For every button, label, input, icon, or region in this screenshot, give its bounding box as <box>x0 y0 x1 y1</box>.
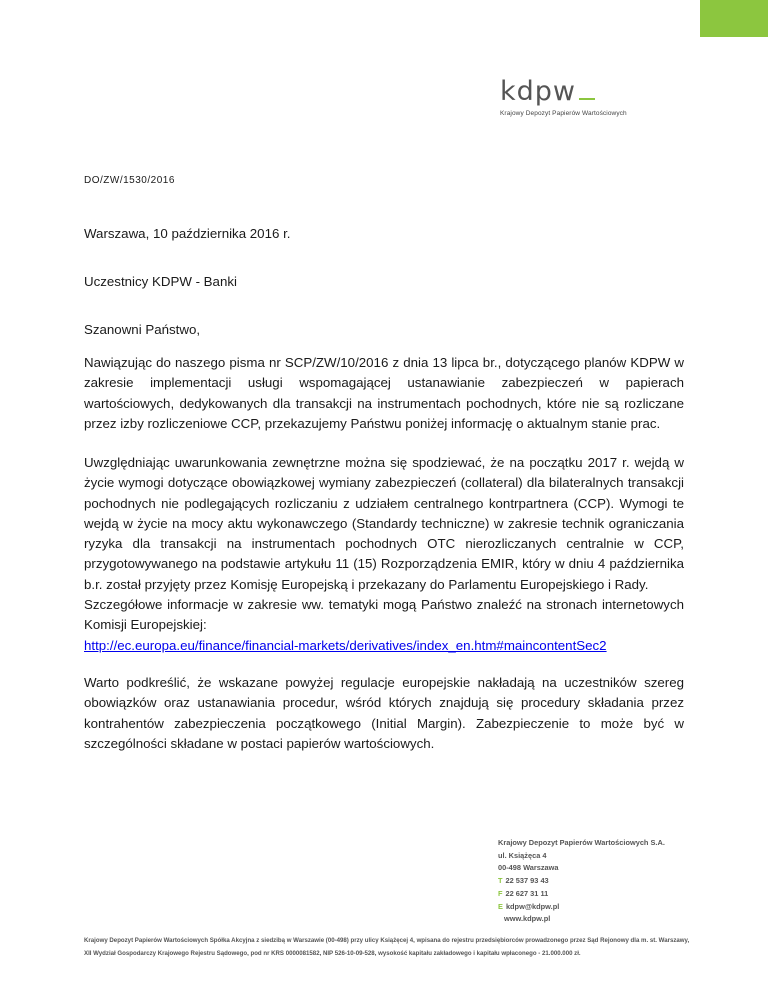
european-commission-link[interactable]: http://ec.europa.eu/finance/financial-markets/derivatives/index_en.htm#maincontentSec2 <box>84 637 607 653</box>
contact-email-line <box>498 901 665 914</box>
letter-addressee: Uczestnicy KDPW - Banki <box>84 274 237 289</box>
paragraph-2-info: Szczegółowe informacje w zakresie ww. tematyki mogą Państwo znaleźć na stronach internetowych Komisji Europejskiej: <box>84 597 684 633</box>
contact-company: Krajowy Depozyt Papierów Wartościowych S.A. <box>498 838 665 847</box>
letter-reference-number: DO/ZW/1530/2016 <box>84 175 175 186</box>
contact-block <box>498 837 665 926</box>
contact-fax-line <box>498 888 665 901</box>
paragraph-2-main: Uwzględniając uwarunkowania zewnętrzne można się spodziewać, że na początku 2017 r. wejdą w życie wymogi dotyczące obowiązkowej wymiany zabezpieczeń (collateral) dla bilateralnych transakcji pochodnych nie podlegających rozliczaniu z udziałem centralnego kontrpartnera (CCP). Wymogi te wejdą w życie na mocy aktu wykonawczego (Standardy techniczne) w zakresie technik ograniczania ryzyka dla transakcji na instrumentach pochodnych OTC nierozliczanych centralnie w CCP, przygotowywanego na podstawie artykułu 11 (15) Rozporządzenia EMIR, który w dniu 4 października b.r. został przyjęty przez Komisję Europejską i przekazany do Parlamentu Europejskiego i Rady. <box>84 455 684 592</box>
contact-email[interactable]: kdpw@kdpw.pl <box>505 901 560 911</box>
legal-footer <box>84 934 704 960</box>
logo-underscore-mark <box>579 98 595 100</box>
paragraph-1: Nawiązując do naszego pisma nr SCP/ZW/10/2016 z dnia 13 lipca br., dotyczącego planów KDPW w zakresie implementacji usługi wspomagającej ustanawianie zabezpieczeń w papierach wartościowych, dedykowanych dla transakcji na instrumentach pochodnych, które nie są rozliczane przez izby rozliczeniowe CCP, przekazujemy Państwu poniżej informację o aktualnym stanie prac. <box>84 355 684 431</box>
contact-street: ul. Książęca 4 <box>498 850 547 860</box>
letter-date: Warszawa, 10 października 2016 r. <box>84 226 291 241</box>
corner-accent-bar <box>700 0 768 37</box>
footer-line-2: XII Wydział Gospodarczy Krajowego Rejestru Sądowego, pod nr KRS 0000081582, NIP 526-10-09-528, wysokość kapitału zakładowego i kapitału wpłaconego - 21.000.000 zł. <box>84 950 581 957</box>
paragraph-2 <box>84 453 684 656</box>
logo-wordmark: kdpw <box>500 76 576 107</box>
contact-phone-line <box>498 875 665 888</box>
logo-tagline: Krajowy Depozyt Papierów Wartościowych <box>500 110 627 117</box>
footer-line-1: Krajowy Depozyt Papierów Wartościowych Spółka Akcyjna z siedzibą w Warszawie (00-498) przy ulicy Książęcej 4, wpisana do rejestru przedsiębiorców prowadzonego przez Sąd Rejonowy dla m. st. Warszawy, <box>84 937 690 944</box>
phone-label: T <box>498 876 503 886</box>
paragraph-3: Warto podkreślić, że wskazane powyżej regulacje europejskie nakładają na uczestników szereg obowiązków oraz ustanawiania procedur, wśród których znajdują się procedury składania przez kontrahentów zabezpieczenia początkowego (Initial Margin). Zabezpieczenie to może być w szczególności składane w postaci papierów wartościowych. <box>84 675 684 751</box>
letter-salutation: Szanowni Państwo, <box>84 322 201 337</box>
contact-fax: 22 627 31 11 <box>505 888 549 898</box>
fax-label: F <box>498 888 503 898</box>
kdpw-logo <box>500 78 627 117</box>
contact-postal: 00-498 Warszawa <box>498 863 559 873</box>
contact-phone: 22 537 93 43 <box>505 876 549 886</box>
contact-website[interactable]: www.kdpw.pl <box>504 914 551 924</box>
email-label: E <box>498 901 503 911</box>
